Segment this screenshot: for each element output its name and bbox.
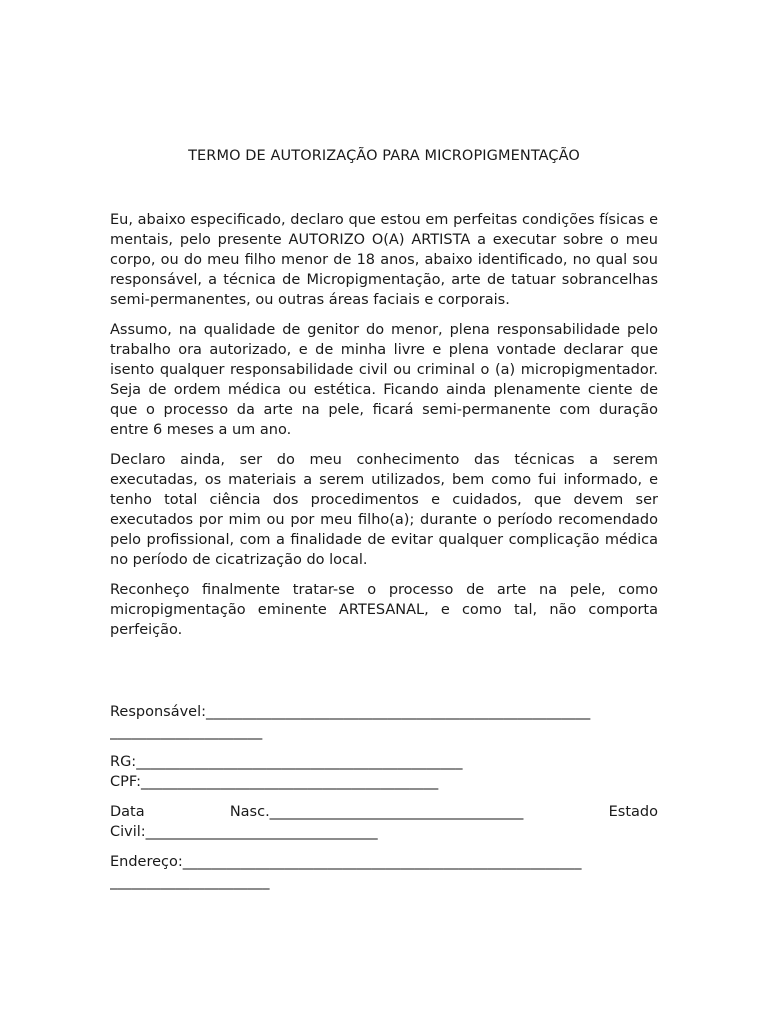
- address-field-continuation[interactable]: ______________________: [110, 874, 270, 890]
- birthdate-row: [110, 802, 658, 822]
- data-label: Data: [110, 804, 145, 820]
- birthdate-field[interactable]: Nasc.___________________________________: [229, 804, 524, 820]
- rg-field[interactable]: RG:_____________________________________________: [110, 754, 463, 770]
- marital-status-field[interactable]: Civil:________________________________: [110, 824, 378, 840]
- paragraph-responsibility: Assumo, na qualidade de genitor do menor, plena responsabilidade pelo trabalho ora autorizado, e de minha livre e plena vontade declarar que isento qualquer responsabilidade civil ou criminal o (a) micropigmentador. Seja de ordem médica ou estética. Ficando ainda plenamente ciente de que o processo da arte na pele, ficará semi-permanente com duração entre 6 meses a um ano.: [110, 322, 658, 438]
- estado-label: Estado: [608, 804, 658, 820]
- document-body: [110, 210, 658, 650]
- address-field[interactable]: Endereço:_______________________________________________________: [110, 854, 582, 870]
- document-title: TERMO DE AUTORIZAÇÃO PARA MICROPIGMENTAÇÃO: [188, 148, 580, 164]
- responsavel-field[interactable]: Responsável:_____________________________________________________: [110, 704, 591, 720]
- responsavel-field-continuation[interactable]: _____________________: [110, 724, 263, 740]
- signature-form: [110, 702, 658, 892]
- paragraph-artisanal: Reconheço finalmente tratar-se o processo de arte na pele, como micropigmentação eminente ARTESANAL, e como tal, não comporta perfeição.: [110, 582, 658, 638]
- paragraph-authorization: Eu, abaixo especificado, declaro que estou em perfeitas condições físicas e mentais, pelo presente AUTORIZO O(A) ARTISTA a executar sobre o meu corpo, ou do meu filho menor de 18 anos, abaixo identificado, no qual sou responsável, a técnica de Micropigmentação, arte de tatuar sobrancelhas semi-permanentes, ou outras áreas faciais e corporais.: [110, 212, 658, 308]
- cpf-field[interactable]: CPF:_________________________________________: [110, 774, 439, 790]
- paragraph-knowledge: Declaro ainda, ser do meu conhecimento das técnicas a serem executadas, os materiais a serem utilizados, bem como fui informado, e tenho total ciência dos procedimentos e cuidados, que devem ser executados por mim ou por meu filho(a); durante o período recomendado pelo profissional, com a finalidade de evitar qualquer complicação médica no período de cicatrização do local.: [110, 452, 658, 568]
